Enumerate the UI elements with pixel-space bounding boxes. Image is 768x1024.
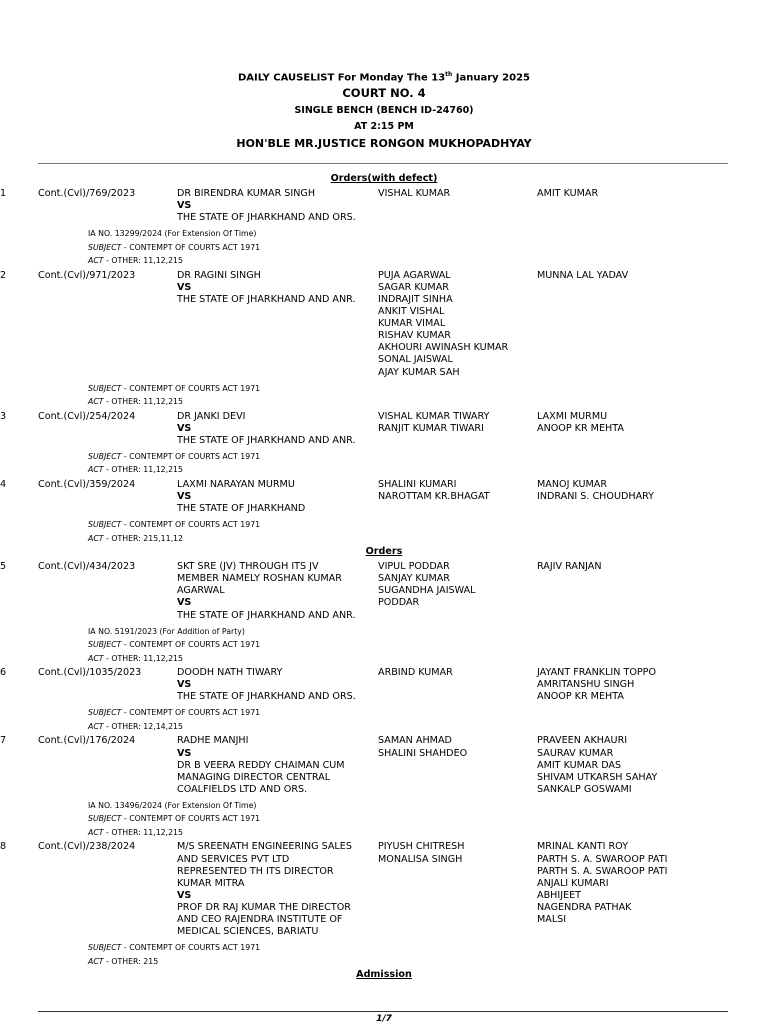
party-names <box>177 665 378 706</box>
petitioner-advocate: PIYUSH CHITRESH <box>378 841 465 853</box>
petitioner-advocate: SHALINI KUMARI <box>378 478 457 490</box>
case-number: Cont.(Cvl)/254/2024 <box>38 410 136 422</box>
party-names <box>177 268 378 382</box>
causelist-date-heading <box>0 71 768 83</box>
subject-label: SUBJECT <box>88 943 122 953</box>
respondent-advocate: LAXMI MURMU <box>537 410 608 422</box>
section-heading: Admission <box>356 969 412 981</box>
versus-label: VS <box>177 889 192 901</box>
case-subject <box>0 241 768 255</box>
versus-label: VS <box>177 281 192 293</box>
petitioner-advocate: VISHAL KUMAR TIWARY <box>378 410 490 422</box>
serial-number: 5 <box>0 561 7 573</box>
versus-label: VS <box>177 200 192 212</box>
petitioner-line: SKT SRE (JV) THROUGH ITS JV <box>177 561 319 573</box>
petitioner-advocates <box>378 268 537 382</box>
respondent-line: AND CEO RAJENDRA INSTITUTE OF <box>177 913 343 925</box>
header-divider <box>38 163 728 164</box>
case-subject <box>0 382 768 396</box>
serial-number: 7 <box>0 735 7 747</box>
act-text: - OTHER: 11,12,215 <box>103 256 183 266</box>
serial-number: 4 <box>0 478 7 490</box>
petitioner-advocate: SANJAY KUMAR <box>378 573 450 585</box>
petitioner-line: DR JANKI DEVI <box>177 410 246 422</box>
case-row <box>0 665 768 706</box>
respondent-advocates <box>537 186 768 227</box>
act-text: - OTHER: 215 <box>103 956 159 966</box>
hearing-time: AT 2:15 PM <box>354 121 414 132</box>
act-text: - OTHER: 11,12,215 <box>103 827 183 837</box>
respondent-line: THE STATE OF JHARKHAND AND ANR. <box>177 609 356 621</box>
act-text: - OTHER: 11,12,215 <box>103 397 183 407</box>
respondent-line: MANAGING DIRECTOR CENTRAL <box>177 771 331 783</box>
respondent-advocates <box>537 559 768 624</box>
petitioner-advocates <box>378 477 537 518</box>
serial-number: 2 <box>0 269 7 281</box>
footer-divider <box>38 1011 728 1012</box>
petitioner-line: DOODH NATH TIWARY <box>177 667 283 679</box>
case-subject <box>0 706 768 720</box>
court-number: COURT NO. 4 <box>342 86 426 100</box>
case-act <box>0 463 768 477</box>
subject-label: SUBJECT <box>88 383 122 393</box>
page-number: 1/7 <box>376 1014 392 1024</box>
subject-label: SUBJECT <box>88 640 122 650</box>
act-text: - OTHER: 11,12,215 <box>103 653 183 663</box>
respondent-advocate: MRINAL KANTI ROY <box>537 841 629 853</box>
respondent-advocate: PARTH S. A. SWAROOP PATI <box>537 865 668 877</box>
case-subject <box>0 638 768 652</box>
respondent-advocate: NAGENDRA PATHAK <box>537 901 632 913</box>
petitioner-advocate: KUMAR VIMAL <box>378 318 446 330</box>
petitioner-advocate: INDRAJIT SINHA <box>378 293 453 305</box>
petitioner-line: LAXMI NARAYAN MURMU <box>177 478 295 490</box>
versus-label: VS <box>177 422 192 434</box>
respondent-line: THE STATE OF JHARKHAND AND ORS. <box>177 691 356 703</box>
respondent-advocates <box>537 477 768 518</box>
case-act <box>0 652 768 666</box>
respondent-advocates <box>537 733 768 798</box>
respondent-line: DR B VEERA REDDY CHAIMAN CUM <box>177 759 345 771</box>
subject-label: SUBJECT <box>88 708 122 718</box>
petitioner-advocates <box>378 186 537 227</box>
subject-text: - CONTEMPT OF COURTS ACT 1971 <box>121 383 261 393</box>
case-act <box>0 826 768 840</box>
case-number: Cont.(Cvl)/1035/2023 <box>38 667 142 679</box>
petitioner-advocate: SONAL JAISWAL <box>378 354 453 366</box>
act-text: - OTHER: 215,11,12 <box>103 533 183 543</box>
petitioner-advocates <box>378 733 537 798</box>
case-act <box>0 532 768 546</box>
respondent-advocate: RAJIV RANJAN <box>537 561 602 573</box>
petitioner-line: RADHE MANJHI <box>177 735 249 747</box>
respondent-line: THE STATE OF JHARKHAND AND ANR. <box>177 434 356 446</box>
section-heading: Orders(with defect) <box>330 173 438 184</box>
petitioner-advocate: ARBIND KUMAR <box>378 667 453 679</box>
petitioner-advocate: VIPUL PODDAR <box>378 561 450 573</box>
act-label: ACT <box>88 653 104 663</box>
respondent-advocate: ANOOP KR MEHTA <box>537 422 624 434</box>
serial-number: 1 <box>0 188 7 199</box>
subject-text: - CONTEMPT OF COURTS ACT 1971 <box>121 814 261 824</box>
subject-text: - CONTEMPT OF COURTS ACT 1971 <box>121 708 261 718</box>
act-label: ACT <box>88 256 104 266</box>
date-ordinal-suffix: th <box>445 71 453 78</box>
respondent-advocate: SHIVAM UTKARSH SAHAY <box>537 771 658 783</box>
case-number: Cont.(Cvl)/971/2023 <box>38 269 136 281</box>
act-text: - OTHER: 11,12,215 <box>103 465 183 475</box>
act-label: ACT <box>88 397 104 407</box>
respondent-line: THE STATE OF JHARKHAND AND ANR. <box>177 293 356 305</box>
petitioner-line: KUMAR MITRA <box>177 877 245 889</box>
respondent-advocate: INDRANI S. CHOUDHARY <box>537 491 655 502</box>
causelist-date-suffix: January 2025 <box>452 72 531 84</box>
respondent-line: THE STATE OF JHARKHAND <box>177 503 306 515</box>
judge-name: HON'BLE MR.JUSTICE RONGON MUKHOPADHYAY <box>236 137 532 150</box>
subject-label: SUBJECT <box>88 242 122 252</box>
case-act <box>0 955 768 969</box>
case-row <box>0 409 768 450</box>
petitioner-advocate: NAROTTAM KR.BHAGAT <box>378 491 490 502</box>
respondent-line: PROF DR RAJ KUMAR THE DIRECTOR <box>177 901 351 913</box>
respondent-advocate: MANOJ KUMAR <box>537 478 608 490</box>
subject-text: - CONTEMPT OF COURTS ACT 1971 <box>121 451 261 461</box>
petitioner-advocate: SAGAR KUMAR <box>378 281 449 293</box>
respondent-advocate: PARTH S. A. SWAROOP PATI <box>537 853 668 865</box>
party-names <box>177 559 378 624</box>
petitioner-line: AGARWAL <box>177 585 225 597</box>
respondent-advocate: PRAVEEN AKHAURI <box>537 735 628 747</box>
petitioner-advocate: MONALISA SINGH <box>378 853 463 865</box>
case-subject <box>0 450 768 464</box>
act-label: ACT <box>88 721 104 731</box>
subject-text: - CONTEMPT OF COURTS ACT 1971 <box>121 520 261 530</box>
petitioner-advocates <box>378 559 537 624</box>
serial-number: 8 <box>0 841 7 853</box>
serial-number: 6 <box>0 667 7 679</box>
respondent-advocate: SAURAV KUMAR <box>537 747 614 759</box>
case-act <box>0 395 768 409</box>
respondent-advocate: ABHIJEET <box>537 889 582 901</box>
case-row <box>0 559 768 624</box>
case-row <box>0 186 768 227</box>
subject-label: SUBJECT <box>88 814 122 824</box>
case-number: Cont.(Cvl)/769/2023 <box>38 188 136 199</box>
respondent-line: MEDICAL SCIENCES, BARIATU <box>177 926 319 938</box>
serial-number: 3 <box>0 410 7 422</box>
petitioner-advocate: PODDAR <box>378 597 420 609</box>
petitioner-advocate: SUGANDHA JAISWAL <box>378 585 476 597</box>
petitioner-advocate: PUJA AGARWAL <box>378 269 451 281</box>
causelist-date-prefix: DAILY CAUSELIST For Monday The 13 <box>237 72 446 84</box>
versus-label: VS <box>177 747 192 759</box>
respondent-line: COALFIELDS LTD AND ORS. <box>177 783 308 795</box>
section-heading: Orders <box>365 546 403 558</box>
respondent-advocate: AMRITANSHU SINGH <box>537 679 635 691</box>
petitioner-line: REPRESENTED TH ITS DIRECTOR <box>177 865 334 877</box>
respondent-line: THE STATE OF JHARKHAND AND ORS. <box>177 212 356 224</box>
act-label: ACT <box>88 533 104 543</box>
respondent-advocate: JAYANT FRANKLIN TOPPO <box>537 667 657 679</box>
respondent-advocates <box>537 839 768 941</box>
bench-info: SINGLE BENCH (BENCH ID-24760) <box>294 105 474 116</box>
act-label: ACT <box>88 827 104 837</box>
respondent-advocate: MALSI <box>537 913 567 925</box>
petitioner-line: MEMBER NAMELY ROSHAN KUMAR <box>177 573 342 585</box>
case-act <box>0 720 768 734</box>
respondent-advocate: MUNNA LAL YADAV <box>537 269 629 281</box>
respondent-advocate: AMIT KUMAR DAS <box>537 759 622 771</box>
party-names <box>177 409 378 450</box>
subject-text: - CONTEMPT OF COURTS ACT 1971 <box>121 640 261 650</box>
subject-text: - CONTEMPT OF COURTS ACT 1971 <box>121 242 261 252</box>
case-number: Cont.(Cvl)/434/2023 <box>38 561 136 573</box>
respondent-advocates <box>537 665 768 706</box>
versus-label: VS <box>177 491 192 502</box>
case-act <box>0 254 768 268</box>
case-row <box>0 733 768 798</box>
party-names <box>177 186 378 227</box>
case-row <box>0 839 768 941</box>
case-row <box>0 268 768 382</box>
petitioner-line: DR BIRENDRA KUMAR SINGH <box>177 188 316 199</box>
act-label: ACT <box>88 465 104 475</box>
respondent-advocate: SANKALP GOSWAMI <box>537 783 632 795</box>
respondent-advocate: ANOOP KR MEHTA <box>537 691 624 703</box>
petitioner-line: AND SERVICES PVT LTD <box>177 853 290 865</box>
petitioner-line: M/S SREENATH ENGINEERING SALES <box>177 841 352 853</box>
versus-label: VS <box>177 679 192 691</box>
petitioner-advocates <box>378 839 537 941</box>
petitioner-advocates <box>378 665 537 706</box>
causelist-body <box>0 172 768 982</box>
petitioner-advocate: RISHAV KUMAR <box>378 330 451 342</box>
versus-label: VS <box>177 597 192 609</box>
subject-label: SUBJECT <box>88 520 122 530</box>
party-names <box>177 839 378 941</box>
case-subject <box>0 518 768 532</box>
subject-label: SUBJECT <box>88 451 122 461</box>
petitioner-advocate: AKHOURI AWINASH KUMAR <box>378 342 509 354</box>
petitioner-advocates <box>378 409 537 450</box>
ia-note: IA NO. 13496/2024 (For Extension Of Time) <box>88 800 257 810</box>
case-number: Cont.(Cvl)/176/2024 <box>38 735 136 747</box>
party-names <box>177 733 378 798</box>
petitioner-advocate: AJAY KUMAR SAH <box>378 366 460 378</box>
case-subject <box>0 941 768 955</box>
petitioner-advocate: SAMAN AHMAD <box>378 735 452 747</box>
case-number: Cont.(Cvl)/238/2024 <box>38 841 136 853</box>
act-label: ACT <box>88 956 104 966</box>
act-text: - OTHER: 12,14,215 <box>103 721 183 731</box>
petitioner-advocate: ANKIT VISHAL <box>378 306 445 318</box>
respondent-advocate: AMIT KUMAR <box>537 188 599 199</box>
petitioner-advocate: SHALINI SHAHDEO <box>378 747 468 759</box>
petitioner-line: DR RAGINI SINGH <box>177 269 261 281</box>
respondent-advocates <box>537 268 768 382</box>
petitioner-advocate: VISHAL KUMAR <box>378 188 451 199</box>
party-names <box>177 477 378 518</box>
respondent-advocates <box>537 409 768 450</box>
case-number: Cont.(Cvl)/359/2024 <box>38 478 136 490</box>
petitioner-advocate: RANJIT KUMAR TIWARI <box>378 422 484 434</box>
case-subject <box>0 812 768 826</box>
ia-note: IA NO. 13299/2024 (For Extension Of Time) <box>88 229 257 239</box>
subject-text: - CONTEMPT OF COURTS ACT 1971 <box>121 943 261 953</box>
case-row <box>0 477 768 518</box>
ia-note: IA NO. 5191/2023 (For Addition of Party) <box>88 626 245 636</box>
respondent-advocate: ANJALI KUMARI <box>537 877 609 889</box>
